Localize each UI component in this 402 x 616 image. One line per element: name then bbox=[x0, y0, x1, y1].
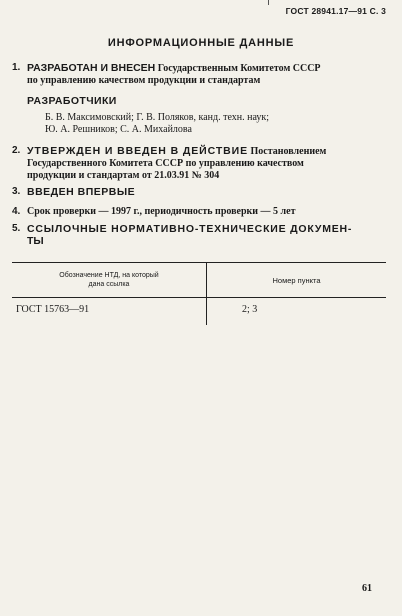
section-number: 5. bbox=[12, 223, 21, 234]
section-heading: ССЫЛОЧНЫЕ НОРМАТИВНО-ТЕХНИЧЕСКИЕ ДОКУМЕН- bbox=[27, 223, 353, 235]
developers-list bbox=[45, 112, 385, 136]
print-speck bbox=[268, 0, 269, 5]
section-text: по управлению качеством продукции и стандартам bbox=[27, 75, 261, 86]
developers-heading: РАЗРАБОТЧИКИ bbox=[27, 95, 117, 107]
section-2 bbox=[12, 145, 384, 182]
section-number: 3. bbox=[12, 186, 21, 197]
section-text: Государственным Комитетом СССР bbox=[157, 63, 321, 74]
table-column-divider bbox=[206, 263, 207, 325]
section-text: Постановлением bbox=[250, 146, 327, 157]
reference-documents-table bbox=[12, 262, 386, 325]
page-number: 61 bbox=[362, 583, 372, 594]
section-number: 1. bbox=[12, 62, 21, 73]
developers-line: Ю. А. Решников; С. А. Михайлова bbox=[45, 124, 192, 135]
section-4 bbox=[12, 206, 384, 218]
section-heading: ТЫ bbox=[27, 235, 44, 247]
table-cell-document: ГОСТ 15763—91 bbox=[16, 304, 90, 315]
section-text: Срок проверки — 1997 г., периодичность проверки — 5 лет bbox=[27, 206, 296, 217]
section-1 bbox=[12, 62, 384, 87]
section-number: 4. bbox=[12, 206, 21, 217]
section-3 bbox=[12, 186, 384, 199]
section-5 bbox=[12, 223, 384, 247]
section-number: 2. bbox=[12, 145, 21, 156]
standard-reference-header: ГОСТ 28941.17—91 С. 3 bbox=[285, 6, 386, 16]
section-text: Государственного Комитета СССР по управлению качеством bbox=[27, 158, 304, 169]
section-heading: УТВЕРЖДЕН И ВВЕДЕН В ДЕЙСТВИЕ bbox=[27, 145, 248, 157]
column-header-clause: Номер пункта bbox=[272, 276, 321, 285]
developers-line: Б. В. Максимовский; Г. В. Поляков, канд. техн. наук; bbox=[45, 112, 270, 123]
column-header-document: Обозначение НТД, на который дана ссылка bbox=[59, 272, 159, 288]
section-heading: ВВЕДЕН ВПЕРВЫЕ bbox=[27, 186, 136, 198]
section-heading: РАЗРАБОТАН И ВНЕСЕН bbox=[27, 62, 156, 74]
table-cell-clause: 2; 3 bbox=[242, 304, 258, 315]
document-title: ИНФОРМАЦИОННЫЕ ДАННЫЕ bbox=[107, 37, 295, 49]
section-text: продукции и стандартам от 21.03.91 № 304 bbox=[27, 170, 220, 181]
